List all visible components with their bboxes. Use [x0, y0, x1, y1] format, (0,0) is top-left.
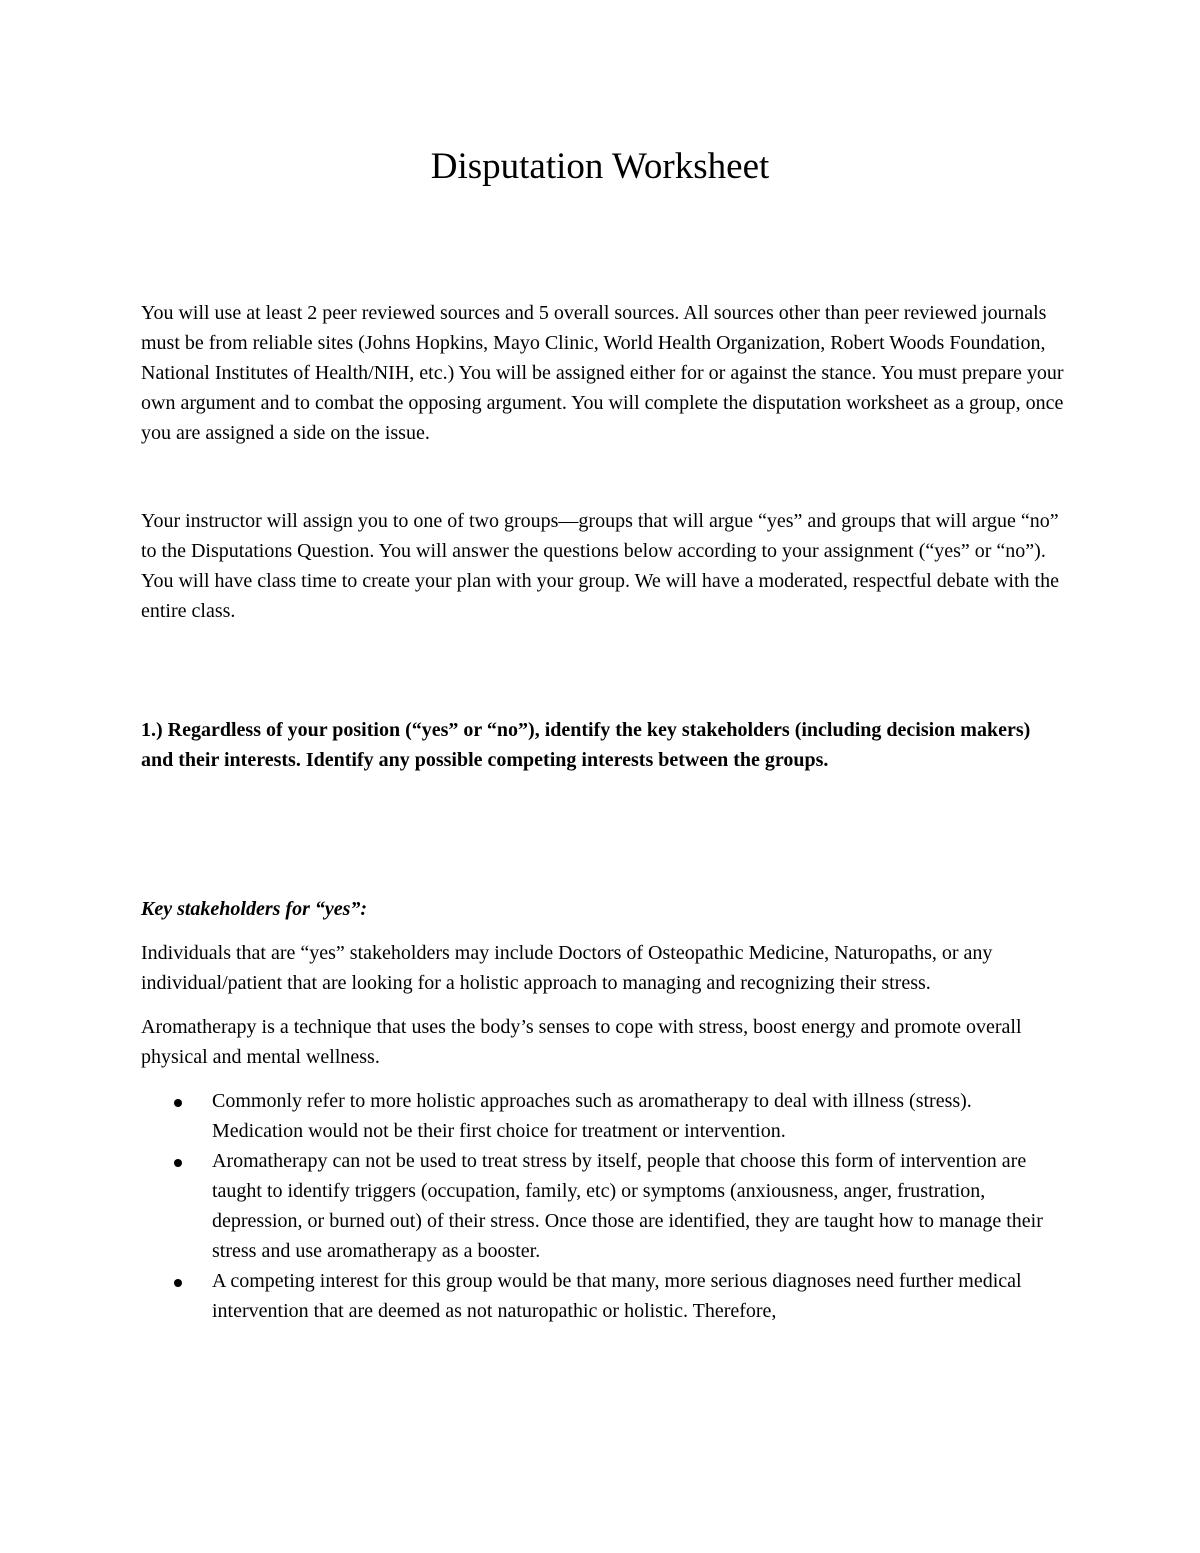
question-1: 1.) Regardless of your position (“yes” or “no”), identify the key stakeholders (including decision makers) and their interests. Identify any possible competing interests between the groups.	[141, 719, 1031, 771]
list-item	[141, 1086, 1066, 1146]
document-title: Disputation Worksheet	[430, 146, 770, 187]
list-item	[141, 1146, 1066, 1266]
bullet-icon	[174, 1099, 182, 1107]
bullet-icon	[174, 1279, 182, 1287]
list-item-text: Commonly refer to more holistic approaches such as aromatherapy to deal with illness (stress). Medication would not be their first choice for treatment or intervention.	[212, 1090, 972, 1142]
list-item-text: A competing interest for this group would be that many, more serious diagnoses need further medical intervention that are deemed as not naturopathic or holistic. Therefore,	[212, 1270, 1022, 1322]
intro-paragraph-groups: Your instructor will assign you to one of two groups—groups that will argue “yes” and groups that will argue “no” to the Disputations Question. You will answer the questions below according to your assignment (“yes” or “no”). You will have class time to create your plan with your group. We will have a moderated, respectful debate with the entire class.	[141, 510, 1059, 622]
stakeholders-paragraph: Individuals that are “yes” stakeholders may include Doctors of Osteopathic Medicine, Naturopaths, or any individual/patient that are looking for a holistic approach to managing and recognizing their stress.	[141, 942, 993, 994]
document-body	[141, 298, 1066, 1326]
bullet-icon	[174, 1159, 182, 1167]
subheading-key-stakeholders-yes: Key stakeholders for “yes”:	[141, 898, 368, 920]
aromatherapy-paragraph: Aromatherapy is a technique that uses the body’s senses to cope with stress, boost energy and promote overall physical and mental wellness.	[141, 1016, 1022, 1068]
list-item-text: Aromatherapy can not be used to treat stress by itself, people that choose this form of intervention are taught to identify triggers (occupation, family, etc) or symptoms (anxiousness, anger, frustration, depression, or burned out) of their stress. Once those are identified, they are taught how to manage their stress and use aromatherapy as a booster.	[212, 1150, 1043, 1262]
stakeholder-bullet-list	[141, 1086, 1066, 1326]
list-item	[141, 1266, 1066, 1326]
intro-paragraph-sources: You will use at least 2 peer reviewed sources and 5 overall sources. All sources other than peer reviewed journals must be from reliable sites (Johns Hopkins, Mayo Clinic, World Health Organization, Robert Woods Foundation, National Institutes of Health/NIH, etc.) You will be assigned either for or against the stance. You must prepare your own argument and to combat the opposing argument. You will complete the disputation worksheet as a group, once you are assigned a side on the issue.	[141, 302, 1064, 444]
